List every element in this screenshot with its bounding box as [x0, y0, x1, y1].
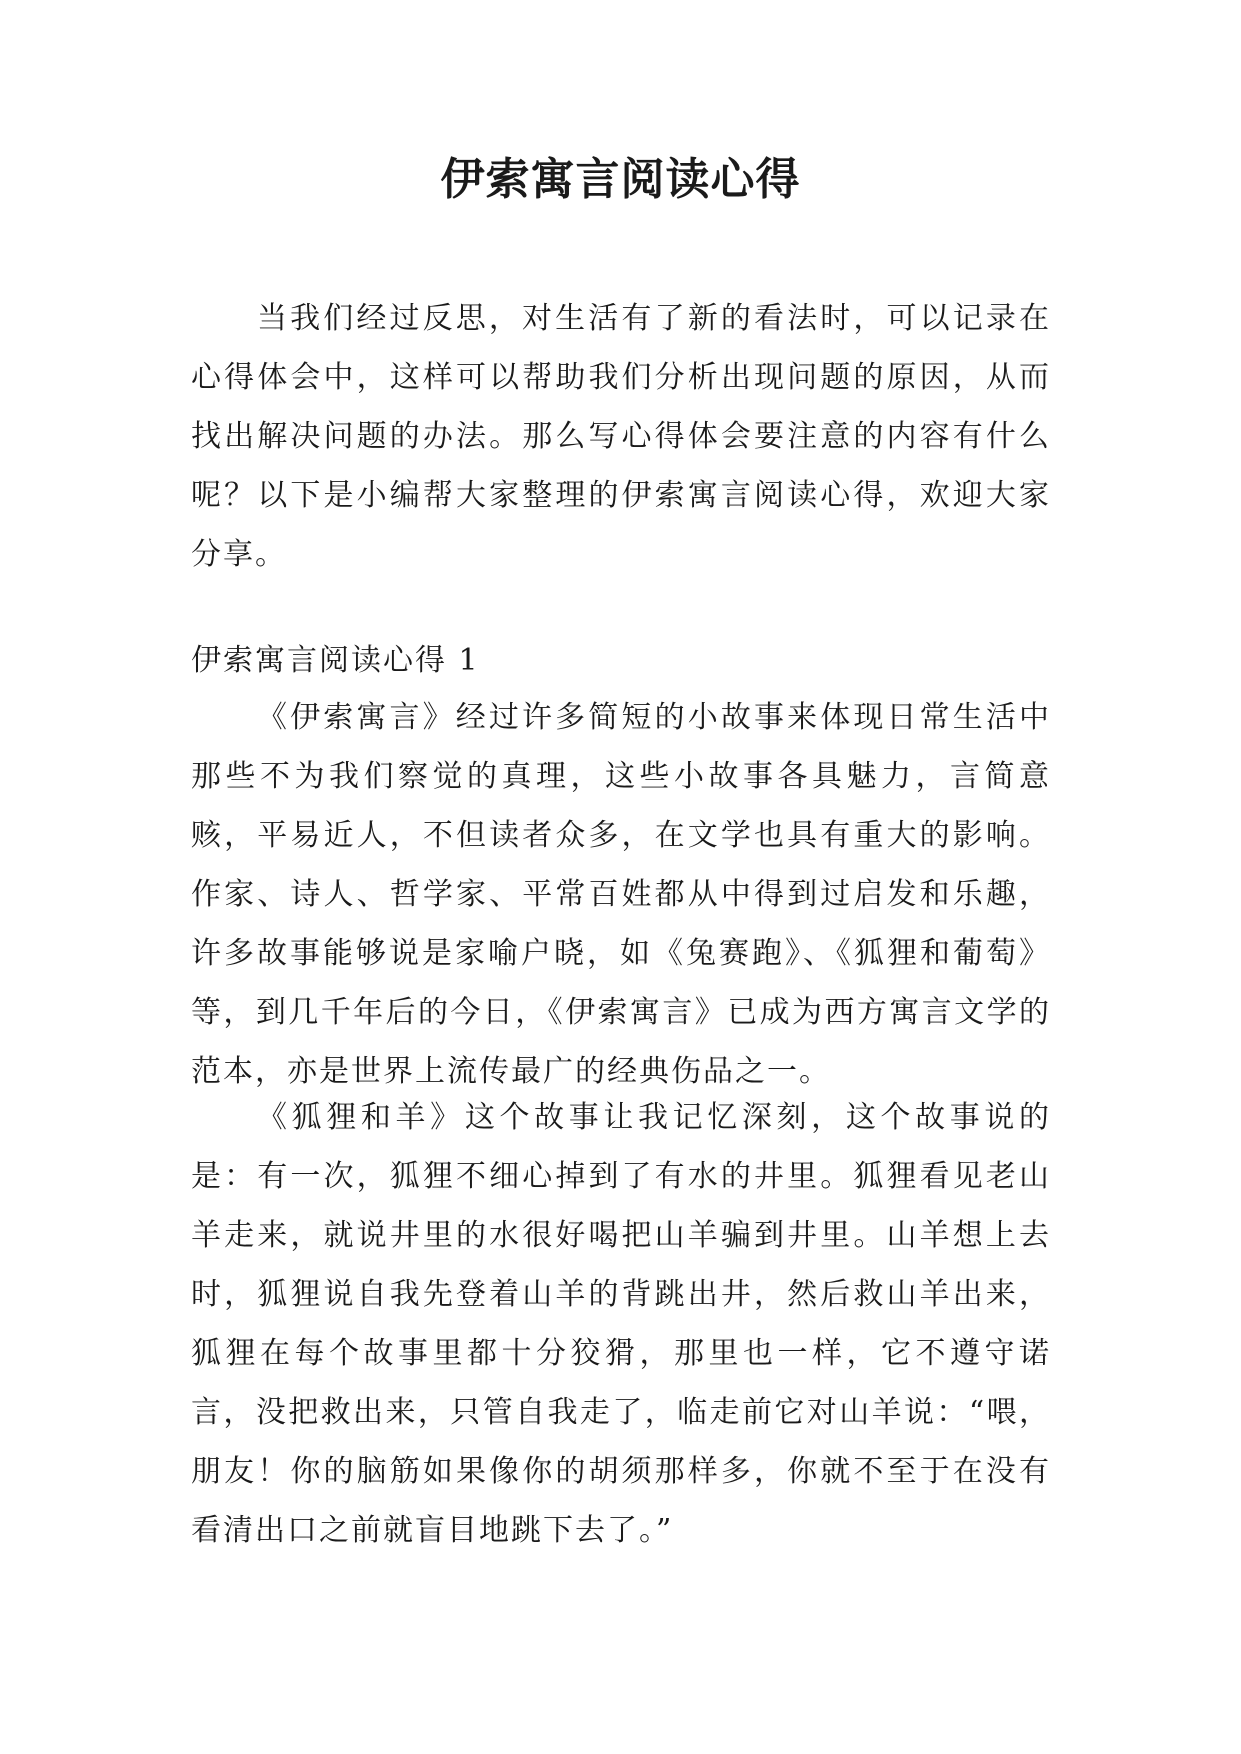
intro-paragraph: 当我们经过反思，对生活有了新的看法时，可以记录在心得体会中，这样可以帮助我们分析出现问题的原因，从而找出解决问题的办法。那么写心得体会要注意的内容有什么呢？以下是小编帮大家整理的伊索寓言阅读心得，欢迎大家分享。	[191, 301, 1051, 572]
page-title: 伊索寓言阅读心得	[440, 154, 801, 205]
body-paragraph: 《狐狸和羊》这个故事让我记忆深刻，这个故事说的是：有一次，狐狸不细心掉到了有水的井里。狐狸看见老山羊走来，就说井里的水很好喝把山羊骗到井里。山羊想上去时，狐狸说自我先登着山羊的背跳出井，然后救山羊出来，狐狸在每个故事里都十分狡猾，那里也一样，它不遵守诺言，没把救出来，只管自我走了，临走前它对山羊说：“喂，朋友！你的脑筋如果像你的胡须那样多，你就不至于在没有看清出口之前就盲目地跳下去了。”	[191, 1100, 1051, 1548]
body-paragraph: 《伊索寓言》经过许多简短的小故事来体现日常生活中那些不为我们察觉的真理，这些小故事各具魅力，言简意赅，平易近人，不但读者众多，在文学也具有重大的影响。作家、诗人、哲学家、平常百姓都从中得到过启发和乐趣，许多故事能够说是家喻户晓，如《兔赛跑》、《狐狸和葡萄》等，到几千年后的今日，《伊索寓言》已成为西方寓言文学的范本，亦是世界上流传最广的经典伤品之一。	[191, 700, 1051, 1089]
section-heading: 伊索寓言阅读心得 1	[191, 643, 480, 678]
